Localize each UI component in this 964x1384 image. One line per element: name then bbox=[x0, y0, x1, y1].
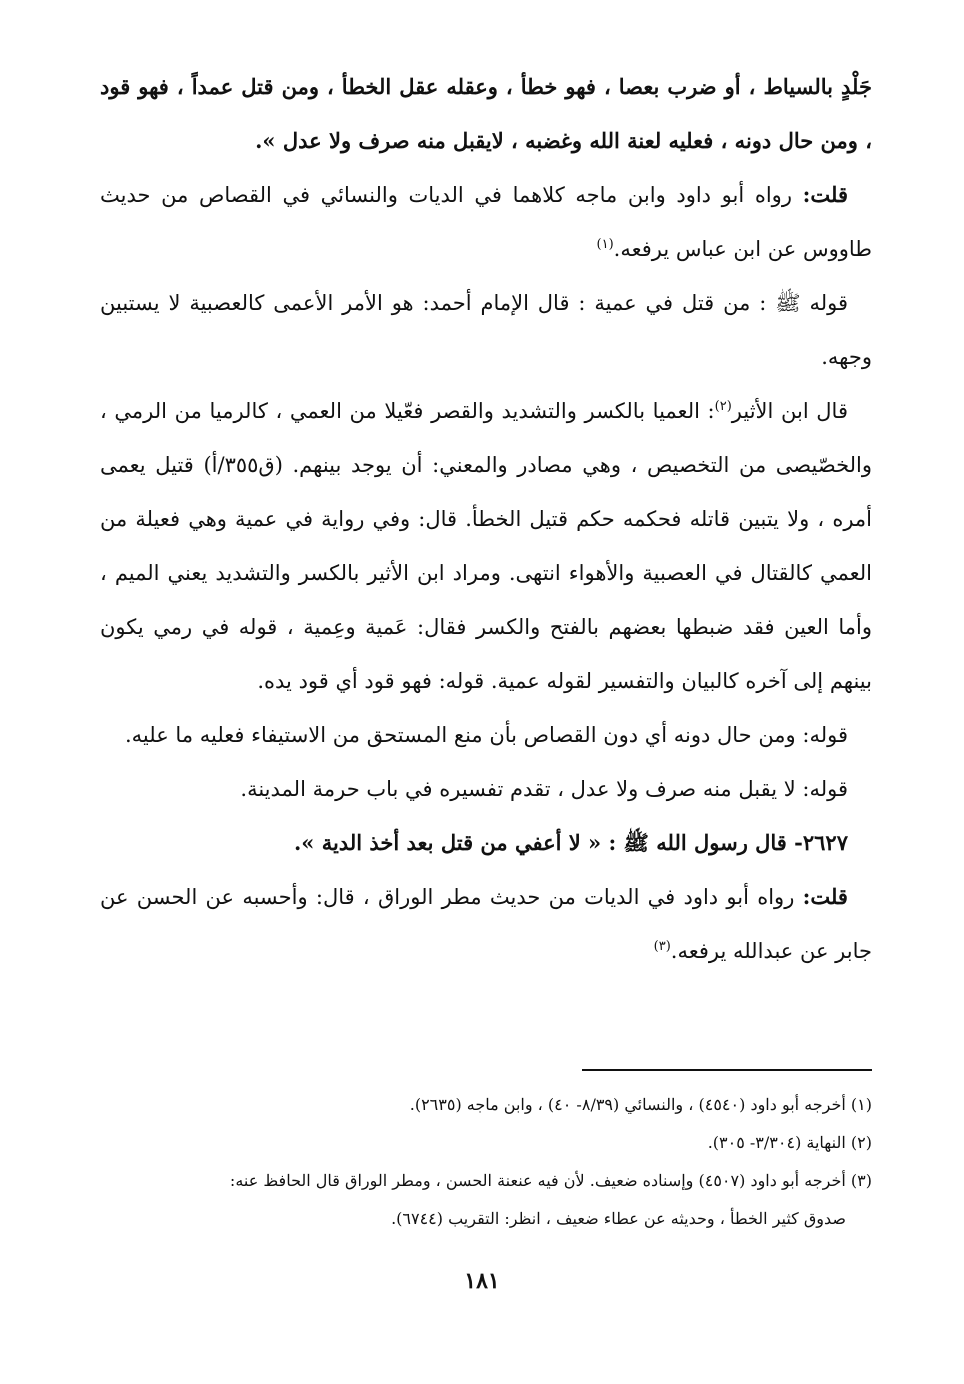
hadith-continuation bbox=[100, 60, 872, 168]
footnote-2 bbox=[100, 1124, 872, 1162]
page-number: ١٨١ bbox=[464, 1268, 500, 1294]
commentary-paragraph-1 bbox=[100, 276, 872, 384]
footnote-3-text: (٣) أخرجه أبو داود (٤٥٠٧) وإسناده ضعيف. لأن فيه عنعنة الحسن ، ومطر الوراق قال الحافظ عنه: bbox=[229, 1171, 872, 1190]
commentary-text-3: قوله: ومن حال دونه أي دون القصاص بأن منع المستحق من الاستيفاء فعليه ما عليه. bbox=[125, 723, 848, 747]
footnote-1-text: (١) أخرجه أبو داود (٤٥٤٠) ، والنسائي (٨/٣٩- ٤٠) ، وابن ماجه (٢٦٣٥). bbox=[409, 1095, 872, 1114]
main-text bbox=[100, 60, 872, 978]
footnote-1 bbox=[100, 1086, 872, 1124]
footnote-3-continuation bbox=[100, 1200, 872, 1238]
commentary-text-2b: : العميا بالكسر والتشديد والقصر فعّيلا من العمي ، كالرميا من الرمي ، والخصّيصى من التخصيص ، وهي مصادر والمعني: أن يوجد بينهم. (ق٣٥٥/أ) قتيل يعمى أمره ، ولا يتبين قاتله فحكمه حكم قتيل الخطأ. قال: وفي رواية في عمية وهي فعيلة من العمي كالقتال في العصبية والأهواء انتهى. ومراد ابن الأثير بالكسر والتشديد يعني الميم ، وأما العين فقد ضبطها بعضهم بالفتح والكسر فقال: عَمية وعِمية ، قوله في رمي يكون بينهم إلى آخره كالبيان والتفسير لقوله عمية. قوله: فهو قود أي قود يده. bbox=[100, 399, 872, 693]
footnote-3-text-2: صدوق كثير الخطأ ، وحديثه عن عطاء ضعيف ، انظر: التقريب (٦٧٤٤). bbox=[391, 1209, 846, 1228]
footnote-ref-2: (٢) bbox=[714, 399, 732, 414]
footnote-ref-1: (١) bbox=[596, 237, 614, 252]
footnote-2-text: (٢) النهاية (٣/٣٠٤- ٣٠٥). bbox=[707, 1133, 872, 1152]
hadith-2627 bbox=[100, 816, 872, 870]
commentary-paragraph-2 bbox=[100, 384, 872, 708]
hadith-2627-text: ٢٦٢٧- قال رسول الله ﷺ : « لا أعفي من قتل بعد أخذ الدية ». bbox=[293, 830, 848, 855]
commentary-text-1: قوله ﷺ : من قتل في عمية : قال الإمام أحمد: هو الأمر الأعمى كالعصبية لا يستبين وجهه. bbox=[100, 291, 872, 369]
footnote-separator bbox=[582, 1069, 872, 1071]
takhrij-text: رواه أبو داود وابن ماجه كلاهما في الديات والنسائي في القصاص من حديث طاووس عن ابن عباس يرفعه. bbox=[100, 183, 872, 261]
commentary-paragraph-4 bbox=[100, 762, 872, 816]
hadith-continuation-text: جَلْدٍ بالسياط ، أو ضرب بعصا ، فهو خطأ ، وعقله عقل الخطأ ، ومن قتل عمداً ، فهو قود ، ومن حال دونه ، فعليه لعنة الله وغضبه ، لايقبل منه صرف ولا عدل ». bbox=[100, 74, 872, 153]
separator-line bbox=[582, 1069, 872, 1071]
qultu-label: قلت: bbox=[802, 182, 848, 207]
commentary-text-4: قوله: لا يقبل منه صرف ولا عدل ، تقدم تفسيره في باب حرمة المدينة. bbox=[240, 777, 848, 801]
takhrij-text-2: رواه أبو داود في الديات من حديث مطر الوراق ، قال: وأحسبه عن الحسن عن جابر عن عبدالله يرفعه. bbox=[100, 885, 872, 963]
footnote-3 bbox=[100, 1162, 872, 1200]
takhrij-paragraph-2 bbox=[100, 870, 872, 978]
footnote-ref-3: (٣) bbox=[653, 939, 671, 954]
commentary-text-2a: قال ابن الأثير bbox=[731, 399, 848, 423]
footnotes bbox=[100, 1086, 872, 1238]
commentary-paragraph-3 bbox=[100, 708, 872, 762]
takhrij-paragraph bbox=[100, 168, 872, 276]
qultu-label-2: قلت: bbox=[802, 884, 848, 909]
